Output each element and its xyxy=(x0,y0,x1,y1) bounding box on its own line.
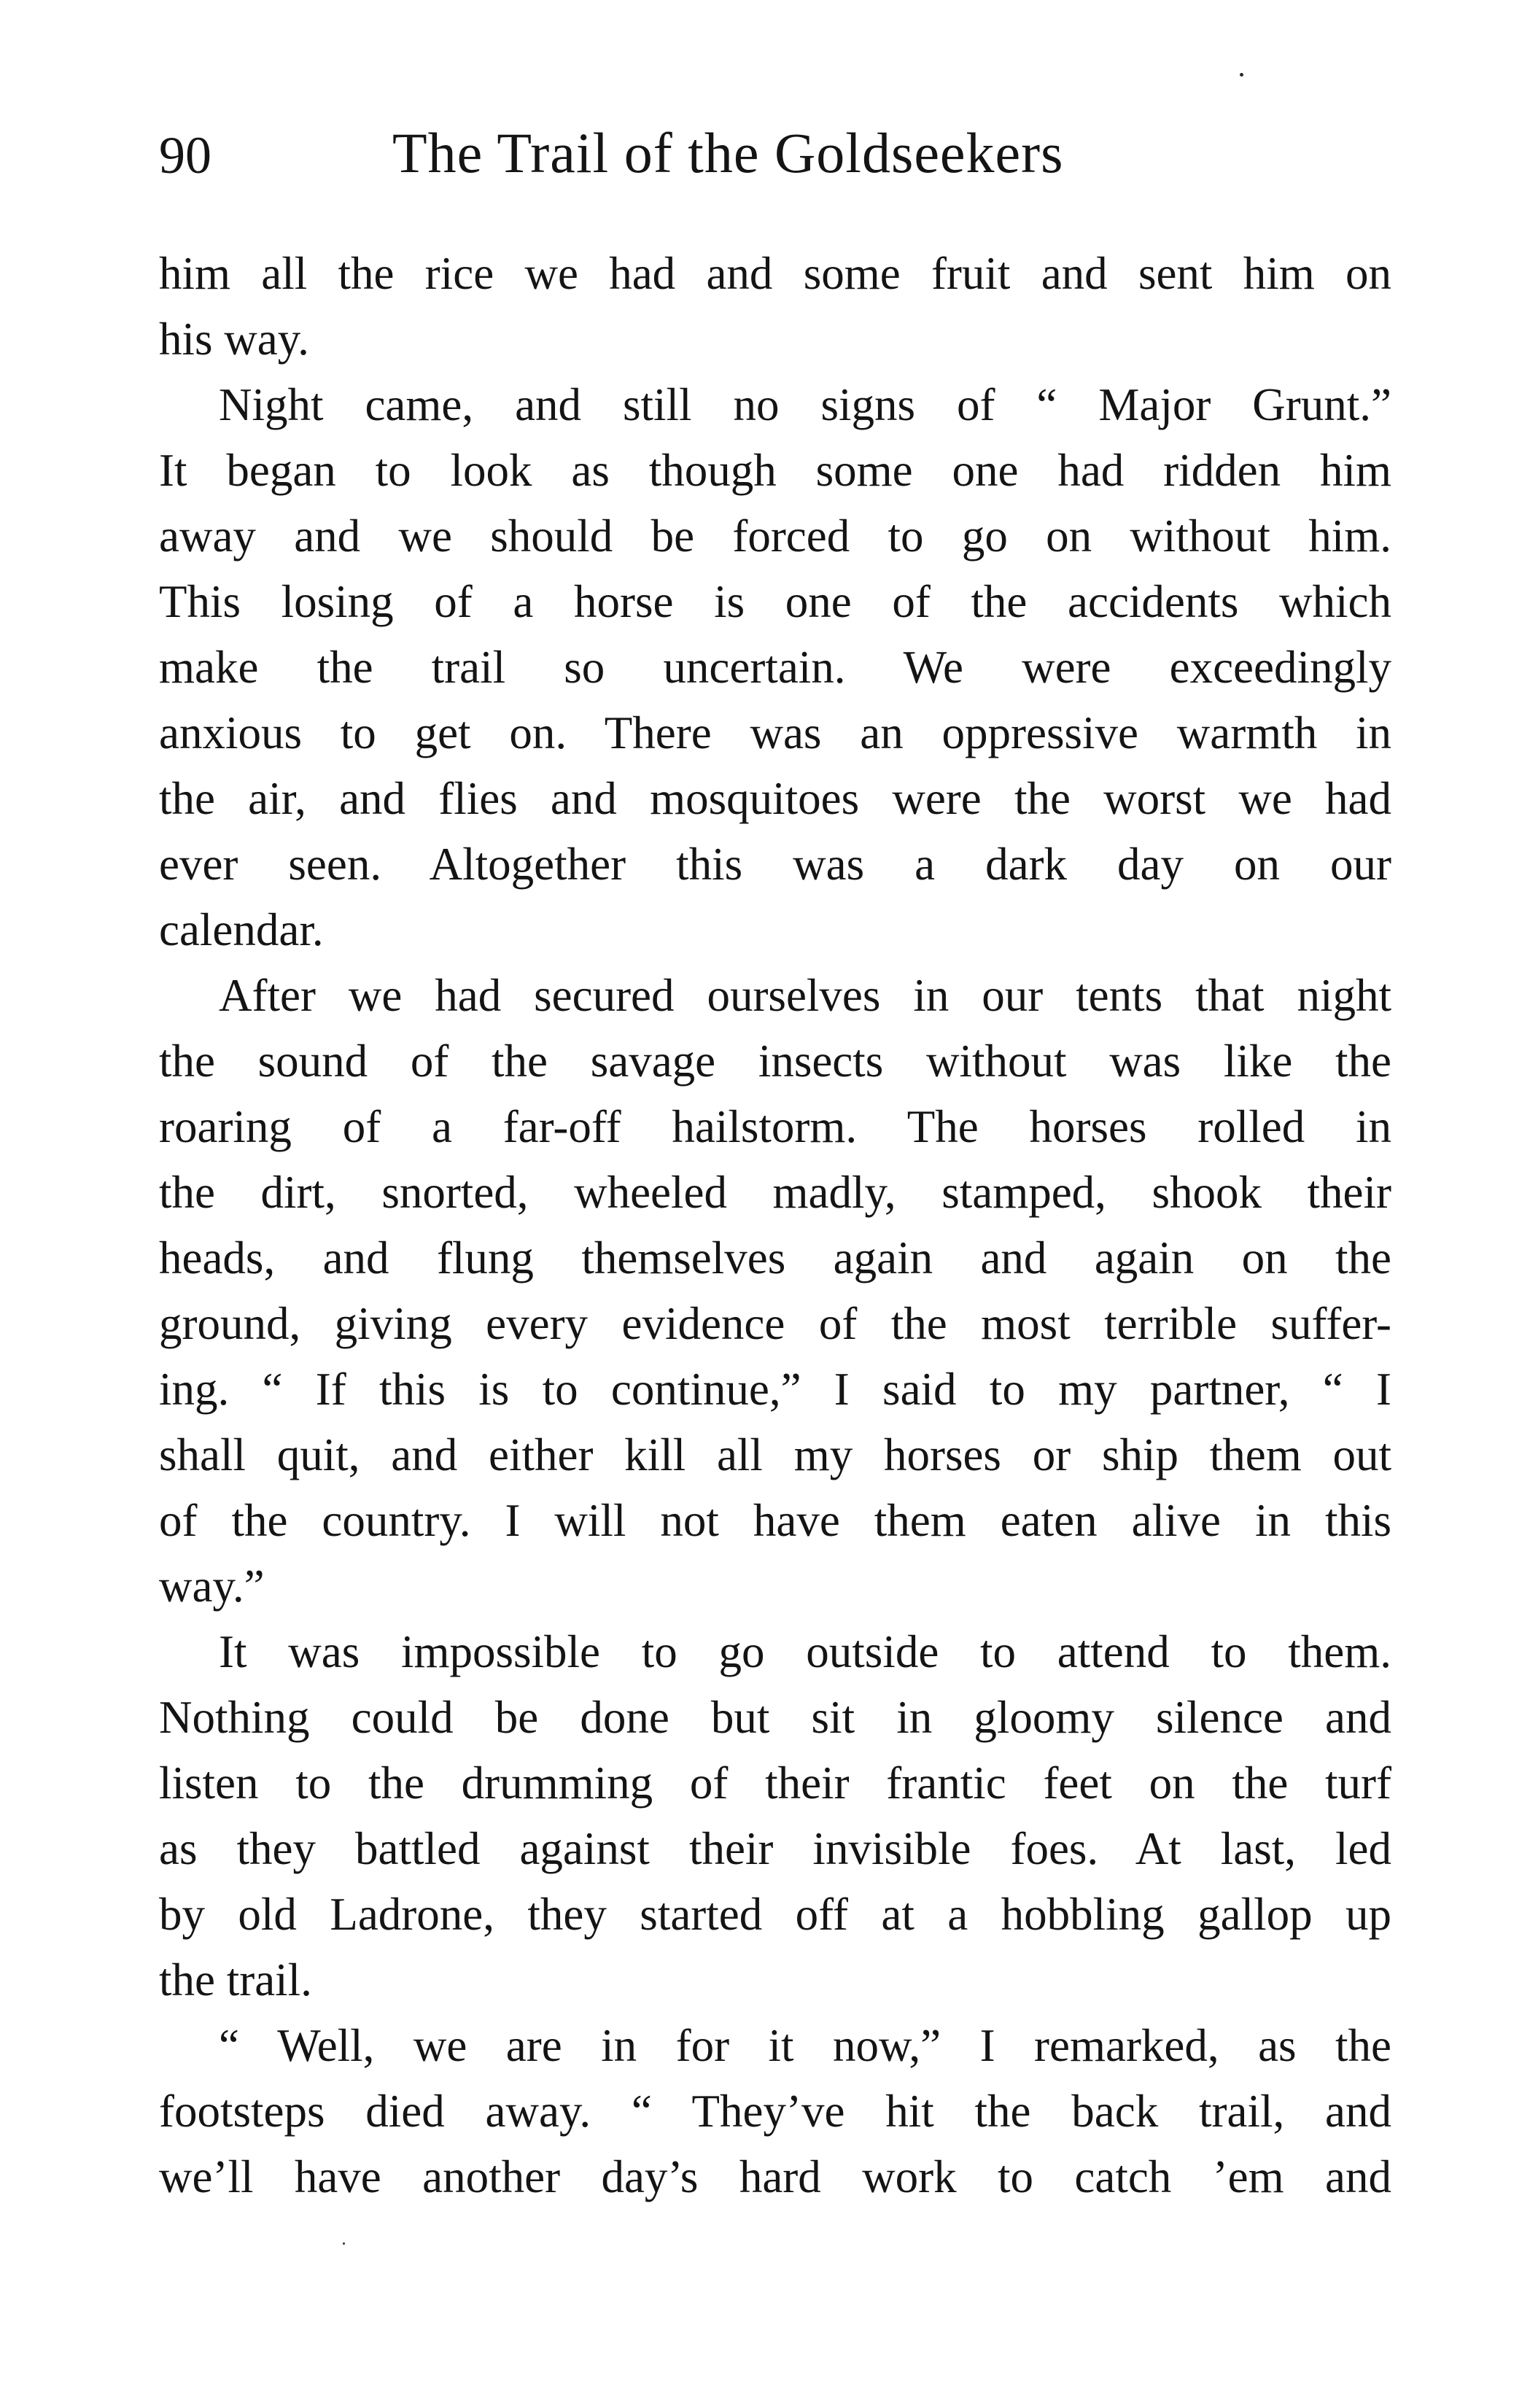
body-text xyxy=(159,241,1391,2210)
running-title: The Trail of the Goldseekers xyxy=(392,121,1064,185)
text-line: we’ll have another day’s hard work to catch ’em and xyxy=(159,2151,1391,2202)
text-line: It was impossible to go outside to attend to them. xyxy=(219,1626,1391,1677)
text-line: his way. xyxy=(159,314,309,365)
text-line: ing. “ If this is to continue,” I said to my partner, “ I xyxy=(159,1364,1391,1415)
text-line: footsteps died away. “ They’ve hit the back trail, and xyxy=(159,2086,1391,2137)
text-line: make the trail so uncertain. We were exceedingly xyxy=(159,642,1391,693)
text-line: heads, and flung themselves again and again on the xyxy=(159,1232,1391,1283)
text-line: ever seen. Altogether this was a dark day on our xyxy=(159,839,1391,890)
page-number: 90 xyxy=(159,126,211,185)
running-header xyxy=(159,117,1399,197)
text-line: roaring of a far-off hailstorm. The horses rolled in xyxy=(159,1101,1391,1152)
text-line: way.” xyxy=(159,1561,265,1612)
text-line: by old Ladrone, they started off at a hobbling gallop up xyxy=(159,1889,1391,1940)
text-line: of the country. I will not have them eaten alive in this xyxy=(159,1495,1391,1546)
text-line: ground, giving every evidence of the most terrible suffer- xyxy=(159,1298,1391,1349)
text-line: Night came, and still no signs of “ Major Grunt.” xyxy=(219,379,1391,430)
text-line: the sound of the savage insects without was like the xyxy=(159,1036,1391,1087)
text-line: It began to look as though some one had ridden him xyxy=(159,445,1391,496)
text-line: the dirt, snorted, wheeled madly, stamped, shook their xyxy=(159,1167,1391,1218)
text-line: shall quit, and either kill all my horses or ship them out xyxy=(159,1429,1391,1480)
text-line: the air, and flies and mosquitoes were the worst we had xyxy=(159,773,1391,824)
text-line: After we had secured ourselves in our tents that night xyxy=(219,970,1391,1021)
text-line: “ Well, we are in for it now,” I remarked, as the xyxy=(219,2020,1391,2071)
text-line: the trail. xyxy=(159,1954,312,2005)
paper-speck xyxy=(343,2242,345,2245)
text-line: anxious to get on. There was an oppressive warmth in xyxy=(159,707,1391,758)
text-line: listen to the drumming of their frantic feet on the turf xyxy=(159,1758,1391,1809)
text-line: as they battled against their invisible foes. At last, led xyxy=(159,1823,1391,1874)
text-line: calendar. xyxy=(159,904,324,955)
text-line: him all the rice we had and some fruit and sent him on xyxy=(159,248,1391,299)
text-line: This losing of a horse is one of the accidents which xyxy=(159,576,1391,627)
text-line: Nothing could be done but sit in gloomy silence and xyxy=(159,1692,1391,1743)
text-line: away and we should be forced to go on without him. xyxy=(159,510,1391,562)
paper-speck xyxy=(1240,73,1243,77)
